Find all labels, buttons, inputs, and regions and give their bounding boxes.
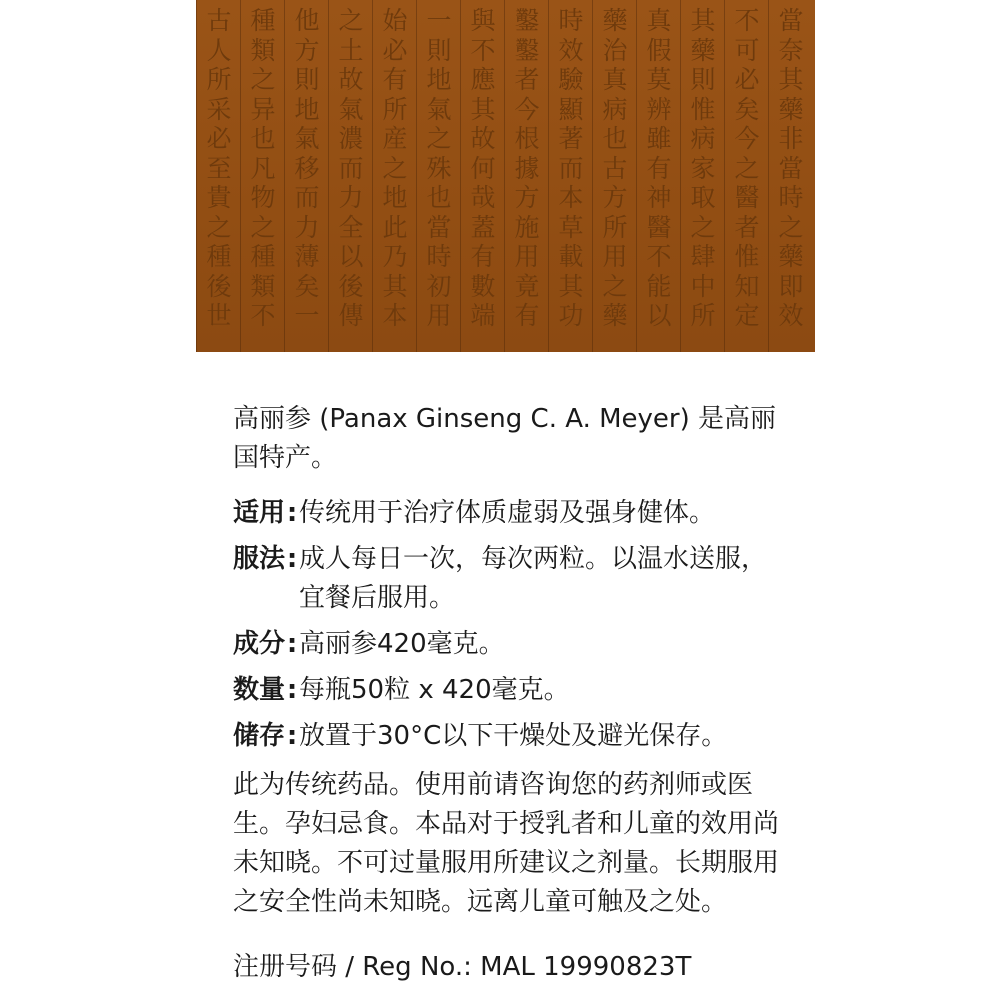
banner-column-text: 其 藥 則 惟 病 家 取 之 肆 中 所 xyxy=(690,6,716,330)
banner-column-text: 一 則 地 氣 之 殊 也 當 時 初 用 xyxy=(426,6,452,330)
banner-column-text: 鑿 鑿 者 今 根 據 方 施 用 竟 有 xyxy=(514,6,540,330)
spec-value: 高丽参420毫克。 xyxy=(299,629,505,659)
spec-row-quantity xyxy=(233,671,793,710)
spec-colon: : xyxy=(286,675,298,705)
spec-row-storage xyxy=(233,717,793,756)
banner-column xyxy=(284,0,328,352)
spec-row-ingredients xyxy=(233,625,793,664)
product-intro: 高丽参 (Panax Ginseng C. A. Meyer) 是高丽国特产。 xyxy=(233,404,777,473)
banner-column-text: 始 必 有 所 産 之 地 此 乃 其 本 xyxy=(382,6,408,330)
spec-label: 服法 xyxy=(233,544,286,574)
spec-value: 每瓶50粒 x 420毫克。 xyxy=(299,675,570,705)
banner-column xyxy=(636,0,680,352)
banner-column-text: 與 不 應 其 故 何 哉 蓋 有 數 端 xyxy=(470,6,496,330)
banner-column-text: 藥 治 真 病 也 古 方 所 用 之 藥 xyxy=(602,6,628,330)
banner-column xyxy=(196,0,240,352)
banner-column-text: 古 人 所 采 必 至 貴 之 種 後 世 xyxy=(206,6,232,330)
banner-column xyxy=(680,0,724,352)
banner-column-text: 他 方 則 地 氣 移 而 力 薄 矣 一 xyxy=(294,6,320,330)
spec-value: 成人每日一次，每次两粒。以温水送服，宜餐后服用。 xyxy=(299,544,768,613)
warning-text: 此为传统药品。使用前请咨询您的药剂师或医生。孕妇忌食。本品对于授乳者和儿童的效用尚未知晓。不可过量服用所建议之剂量。长期服用之安全性尚未知晓。远离儿童可触及之处。 xyxy=(233,770,780,917)
spec-colon: : xyxy=(286,498,298,528)
calligraphy-banner xyxy=(196,0,815,352)
banner-column xyxy=(592,0,636,352)
banner-column-text: 時 效 驗 顯 著 而 本 草 載 其 功 xyxy=(558,6,584,330)
spec-label: 成分 xyxy=(233,629,286,659)
banner-column xyxy=(416,0,460,352)
banner-column xyxy=(372,0,416,352)
spec-colon: : xyxy=(286,721,298,751)
banner-column xyxy=(240,0,284,352)
spec-label: 适用 xyxy=(233,498,286,528)
banner-column xyxy=(548,0,592,352)
spec-list xyxy=(233,494,793,756)
banner-column-text: 當 奈 其 藥 非 當 時 之 藥 即 效 xyxy=(778,6,804,330)
banner-column-text: 種 類 之 异 也 凡 物 之 種 類 不 xyxy=(250,6,276,330)
banner-column xyxy=(768,0,812,352)
spec-colon: : xyxy=(286,629,298,659)
spec-colon: : xyxy=(286,544,298,574)
spec-label: 储存 xyxy=(233,721,286,751)
banner-column xyxy=(460,0,504,352)
banner-column-text: 之 土 故 氣 濃 而 力 全 以 後 傳 xyxy=(338,6,364,330)
spec-value: 传统用于治疗体质虚弱及强身健体。 xyxy=(299,498,716,528)
spec-row-usage xyxy=(233,494,793,533)
banner-column xyxy=(504,0,548,352)
banner-column-text: 不 可 必 矣 今 之 醫 者 惟 知 定 xyxy=(734,6,760,330)
registration-number: 注册号码 / Reg No.: MAL 19990823T xyxy=(233,952,692,982)
product-label-text xyxy=(233,400,793,987)
spec-row-dosage xyxy=(233,540,793,618)
banner-column-text: 真 假 莫 辨 雖 有 神 醫 不 能 以 xyxy=(646,6,672,330)
banner-column xyxy=(724,0,768,352)
spec-value: 放置于30°C以下干燥处及避光保存。 xyxy=(299,721,728,751)
banner-column xyxy=(328,0,372,352)
spec-label: 数量 xyxy=(233,675,286,705)
